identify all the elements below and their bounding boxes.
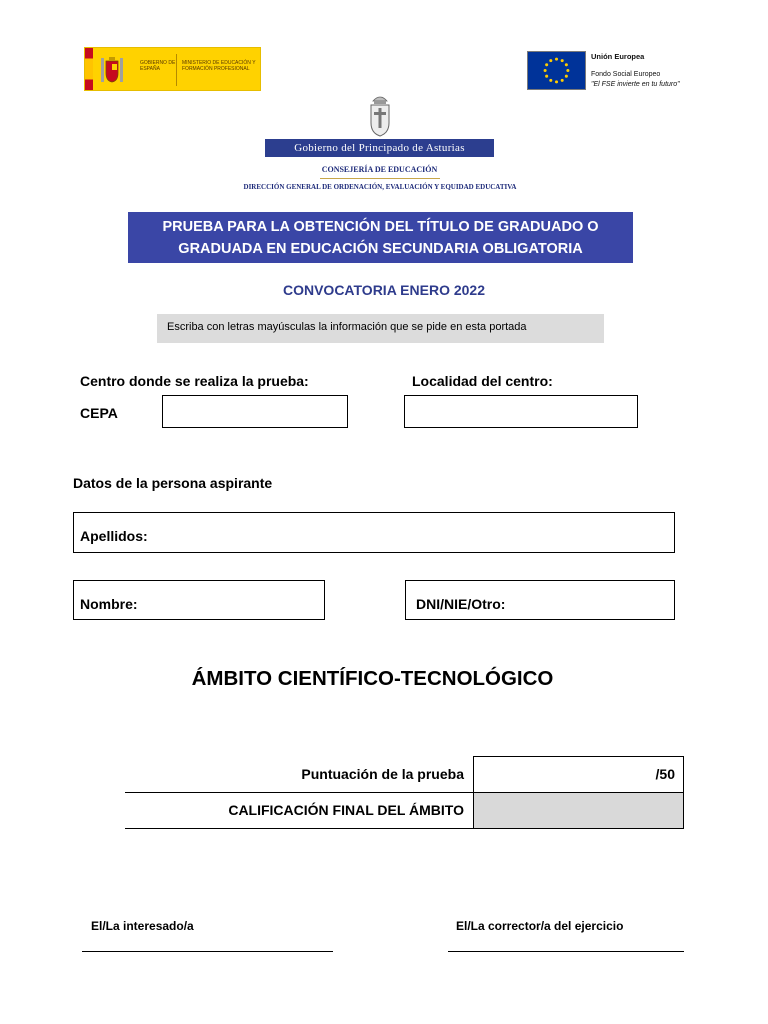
apellidos-field[interactable] [73, 512, 675, 553]
eu-star-icon [565, 75, 568, 78]
eu-star-icon [561, 59, 564, 62]
asturias-banner: Gobierno del Principado de Asturias [265, 139, 494, 157]
puntuacion-label: Puntuación de la prueba [301, 766, 464, 782]
localidad-label: Localidad del centro: [412, 373, 553, 389]
eu-star-icon [555, 80, 558, 83]
convocatoria-heading: CONVOCATORIA ENERO 2022 [282, 282, 485, 298]
centro-label: Centro donde se realiza la prueba: [80, 373, 309, 389]
dni-field[interactable] [405, 580, 675, 620]
eu-star-icon [555, 58, 558, 61]
calificacion-label: CALIFICACIÓN FINAL DEL ÁMBITO [228, 802, 464, 818]
eu-title: Unión Europea [591, 52, 645, 61]
calificacion-row [125, 792, 684, 829]
datos-heading: Datos de la persona aspirante [73, 475, 273, 491]
cepa-label: CEPA [80, 405, 118, 421]
exam-title-box [128, 212, 633, 263]
localidad-field[interactable] [404, 395, 638, 428]
eu-star-icon [549, 59, 552, 62]
gobierno-espana-text: GOBIERNO DE ESPAÑA [140, 60, 176, 72]
eu-star-icon [561, 79, 564, 82]
apellidos-label: Apellidos: [80, 528, 148, 544]
interesado-label: El/La interesado/a [91, 919, 194, 933]
eu-star-icon [565, 63, 568, 66]
ambito-heading: ÁMBITO CIENTÍFICO-TECNOLÓGICO [191, 667, 554, 690]
calificacion-field[interactable] [473, 792, 684, 829]
eu-star-icon [545, 63, 548, 66]
consejeria-text: CONSEJERÍA DE EDUCACIÓN [321, 165, 438, 174]
coat-of-arms-icon [97, 55, 127, 85]
exam-title-line1: PRUEBA PARA LA OBTENCIÓN DEL TÍTULO DE GRADUADO O [162, 219, 599, 235]
consejeria-underline [320, 178, 440, 179]
eu-fund: Fondo Social Europeo [591, 71, 661, 78]
dni-label: DNI/NIE/Otro: [416, 596, 506, 612]
logo-divider [176, 54, 177, 86]
ministerio-text: MINISTERIO DE EDUCACIÓN Y FORMACIÓN PROFESIONAL [182, 60, 256, 72]
interesado-signature-line [82, 951, 333, 952]
table-bottom-line [125, 828, 473, 829]
corrector-label: El/La corrector/a del ejercicio [456, 919, 624, 933]
flag-stripe [85, 48, 93, 90]
direccion-general-text: DIRECCIÓN GENERAL DE ORDENACIÓN, EVALUACIÓN Y EQUIDAD EDUCATIVA [243, 183, 517, 191]
nombre-label: Nombre: [80, 596, 138, 612]
nombre-field[interactable] [73, 580, 325, 620]
eu-motto: "El FSE invierte en tu futuro" [591, 81, 680, 88]
puntuacion-field[interactable]: /50 [473, 756, 684, 793]
eu-star-icon [549, 79, 552, 82]
eu-star-icon [566, 69, 569, 72]
eu-flag-icon [527, 51, 586, 90]
gobierno-espana-logo [84, 47, 261, 91]
puntuacion-row [125, 756, 684, 793]
cepa-field[interactable] [162, 395, 348, 428]
exam-title-line2: GRADUADA EN EDUCACIÓN SECUNDARIA OBLIGATORIA [178, 241, 583, 257]
asturias-crest-icon [365, 93, 395, 137]
eu-star-icon [544, 69, 547, 72]
eu-star-icon [545, 75, 548, 78]
corrector-signature-line [448, 951, 684, 952]
eu-text [591, 52, 751, 90]
instruction-banner: Escriba con letras mayúsculas la información que se pide en esta portada [157, 314, 604, 343]
